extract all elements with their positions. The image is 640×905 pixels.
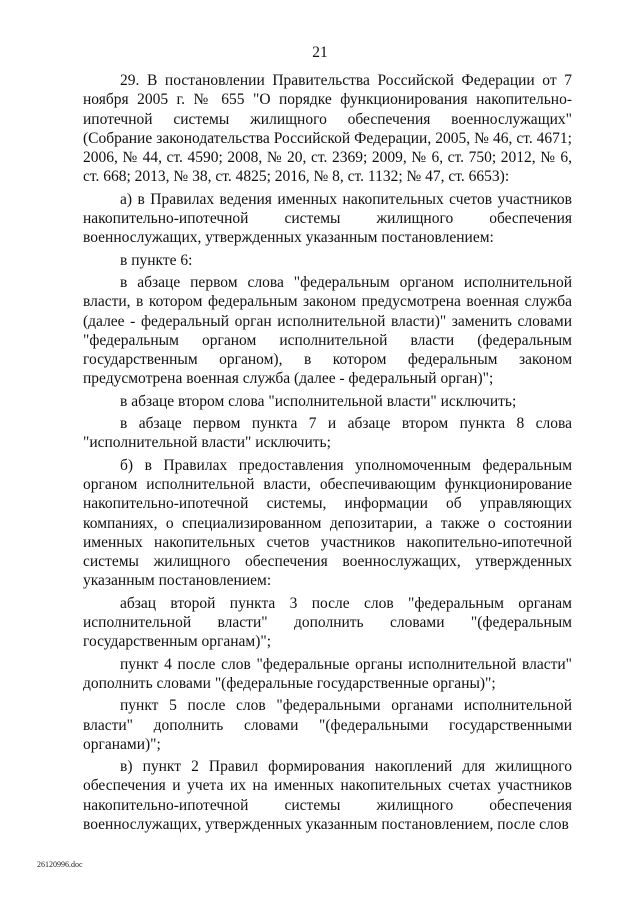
paragraph-29: 29. В постановлении Правительства Российской Федерации от 7 ноября 2005 г. № 655 "О порядке функционирования накопительно-ипотечной системы жилищного обеспечения военнослужащих" (Собрание законодательства Российской Федерации, 2005, № 46, ст. 4671; 2006, № 44, ст. 4590; 2008, № 20, ст. 2369; 2009, № 6, ст. 750; 2012, № 6, ст. 668; 2013, № 38, ст. 4825; 2016, № 8, ст. 1132; № 47, ст. 6653): bbox=[83, 72, 572, 186]
paragraph-second-abzac: в абзаце втором слова "исполнительной власти" исключить; bbox=[120, 392, 517, 410]
document-body bbox=[83, 71, 572, 837]
paragraph-item-5: пункт 5 после слов "федеральными органами исполнительной власти" дополнить словами "(федеральными государственными органами)"; bbox=[83, 697, 572, 753]
footer-filename: 26120996.doc bbox=[37, 860, 83, 869]
paragraph-a: а) в Правилах ведения именных накопительных счетов участников накопительно-ипотечной системы жилищного обеспечения военнослужащих, утвержденных указанным постановлением: bbox=[83, 190, 572, 247]
paragraph-item-4: пункт 4 после слов "федеральные органы исполнительной власти" дополнить словами "(федеральные государственные органы)"; bbox=[83, 655, 572, 692]
paragraph-first-abzac: в абзаце первом слова "федеральным органом исполнительной власти, в котором федеральным законом предусмотрена военная служба (далее - федеральный орган исполнительной власти)" заменить словами "федеральным органом исполнительной власти (федеральным государственным органом), в котором федеральным законом предусмотрена военная служба (далее - федеральный орган)"; bbox=[83, 273, 572, 388]
paragraph-items-7-8: в абзаце первом пункта 7 и абзаце втором пункта 8 слова "исполнительной власти" исключить; bbox=[83, 415, 572, 452]
paragraph-v: в) пункт 2 Правил формирования накоплений для жилищного обеспечения и учета их на именных накопительных счетах участников накопительно-ипотечной системы жилищного обеспечения военнослужащих, утвержденных указанным постановлением, после слов bbox=[83, 758, 572, 833]
paragraph-item-6: в пункте 6: bbox=[120, 251, 193, 269]
page-number: 21 bbox=[312, 44, 328, 61]
paragraph-b: б) в Правилах предоставления уполномоченным федеральным органом исполнительной власти, обеспечивающим функционирование накопительно-ипотечной системы, информации об управляющих компаниях, о специализированном депозитарии, а также о состоянии именных накопительных счетов участников накопительно-ипотечной системы жилищного обеспечения военнослужащих, утвержденных указанным постановлением: bbox=[83, 456, 572, 590]
paragraph-item-3: абзац второй пункта 3 после слов "федеральным органам исполнительной власти" дополнить словами "(федеральным государственным органам)"; bbox=[83, 594, 572, 651]
